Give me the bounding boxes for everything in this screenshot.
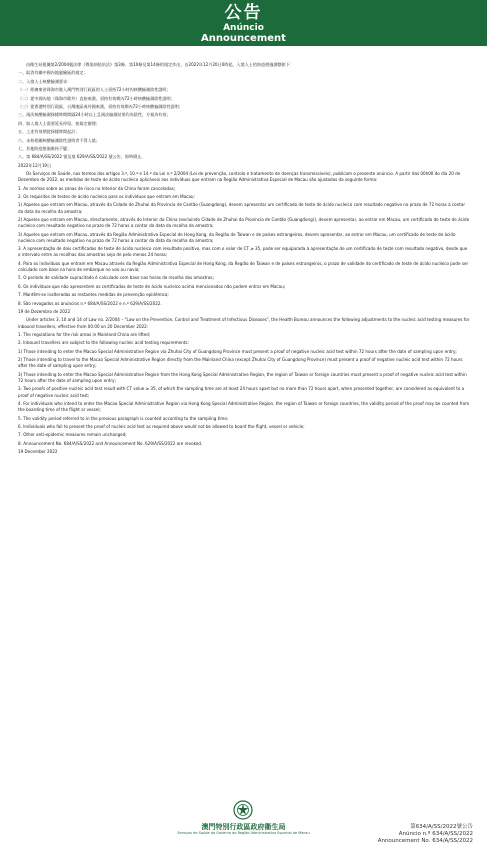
en-item: 1) Those intending to enter the Macao Special Administrative Region via Zhuhai City of Guangdong Province must present a proof of negative nucleic acid test within 72 hours after the date of sampling upon entry; <box>18 348 457 354</box>
pt-item: 1) Aqueles que entram em Macau, através da Cidade de Zhuhai da Província de Cantão (Guangdong), devem apresentar um certificado de teste de ácido nucleico com resultado negativo no prazo de 72 horas a contar da data da recolha da amostra; <box>18 202 466 214</box>
en-date: 19 December 2022 <box>18 449 58 455</box>
zh-item: （一）經廣東省珠海市進入澳門特別行政區的人士須持72小時內核酸檢測陰性證明； <box>18 87 171 93</box>
en-item: 4. For individuals who intend to enter the Macao Special Administrative Region via Hong Kong Special Administrative Region, the region of Taiwan or foreign countries, the validity period of the proof may be counted from the boarding time of the flight or vessel; <box>18 400 470 413</box>
en-item: 3) Those intending to enter the Macao Special Administrative Region from the Hong Kong Special Administrative Region, the region of Taiwan or foreign countries must present a proof of negative nucleic acid test within 72 hours after the date of sampling upon entry; <box>18 371 467 383</box>
pt-item: 4. Para os indivíduos que entram em Macau através da Região Administrativa Especial de Hong Kong, da Região de Taiwan e de países estrangeiros, o prazo de validade do certificado de teste de ácido nucleico pode ser calculado com base na hora de embarque no voo ou navio; <box>18 260 469 273</box>
title-zh: 公告 <box>224 3 263 23</box>
zh-item: （三）從香港特別行政區、台灣地區或外國來澳，須持有效期內72小時核酸檢測陰性證明； <box>18 103 183 109</box>
en-item: 7. Other anti-epidemic measures remain unchanged; <box>18 432 127 438</box>
zh-item: 一、取消有關中國內地風險區的規定； <box>18 70 88 76</box>
section-zh <box>18 62 471 169</box>
en-item: 3. Two proofs of positive nucleic acid test result with CT value ≥ 35, of which the sampling time are at least 24 hours apart but no more than 72 hours apart, when presented together, are considered as equivalent to a proof of negative nucleic acid test; <box>18 386 465 398</box>
footer <box>0 800 487 852</box>
en-item: 5. The validity period referred to in the previous paragraph is counted according to the sampling time; <box>18 415 229 421</box>
org-name-zh: 澳門特別行政區政府衞生局 <box>201 823 286 831</box>
section-pt <box>18 171 471 315</box>
macao-health-bureau-emblem-icon <box>233 800 253 820</box>
reference-zh: 第634/A/SS/2022號公告 <box>410 824 473 830</box>
zh-item: 八、第 684/A/SS/2022 號及第 629/A/SS/2022 號公告，即時廢止。 <box>18 154 146 160</box>
en-item: 2. Inbound travellers are subject to the following nucleic acid testing requirements: <box>18 340 189 346</box>
zh-item: （二）從中國內地（珠海市除外）直接來澳，須持有效期內72小時核酸檢測陰性證明； <box>18 95 175 101</box>
title-en: Announcement <box>201 33 286 44</box>
en-item: 6. Individuals who fail to present the proof of nucleic acid test as required above would not be allowed to board the flight, vessel or vehicle; <box>18 423 305 429</box>
zh-item: 四、如入境人士需要延長停留，按規定辦理； <box>18 120 100 126</box>
en-item: 8. Announcement No. 684/A/SS/2022 and Announcement No. 629/A/SS/2022 are revoked. <box>18 440 203 446</box>
pt-item: 1. As normas sobre as zonas de risco no Interior da China foram canceladas; <box>18 185 176 191</box>
zh-item: 五、上述有效期從採樣時間起計； <box>18 129 80 135</box>
pt-date: 19 de Dezembro de 2022 <box>18 308 71 314</box>
announcement-header <box>0 0 487 46</box>
reference-pt: Anúncio n.º 634/A/SS/2022 <box>398 831 473 837</box>
zh-item: 三、兩次核酸檢測採樣時間間隔24小時以上且兩次檢測結果均為陰性，方視為有效； <box>18 112 171 118</box>
section-en <box>18 317 471 455</box>
zh-item: 七、其他防疫措施維持不變； <box>18 145 72 151</box>
announcement-body <box>18 62 471 457</box>
announcement-reference <box>378 824 473 845</box>
reference-en: Announcement No. 634/A/SS/2022 <box>377 838 473 844</box>
en-item: 1. The regulations for the risk areas in Mainland China are lifted; <box>18 331 151 337</box>
pt-intro: Os Serviços de Saúde, nos termos dos artigos 3.º, 10.º e 14.º da Lei n.º 2/2004 (Lei de prevenção, controlo e tratamento de doenças transmissíveis), publicam o presente anúncio. A partir das 00h00 do dia 20 de Dezembro de 2022, as medidas de teste de ácido nucleico aplicáveis aos indivíduos que entram na Região Administrativa Especial de Macau são ajustadas da seguinte forma: <box>18 171 461 183</box>
title-pt: Anúncio <box>223 23 264 33</box>
pt-item: 3) Aqueles que entram em Macau, através da Região Administrativa Especial de Hong Kong, da Região de Taiwan e de países estrangeiros, devem apresentar, ao entrar em Macau, um certificado de teste de ácido nucleico com resultado negativo no prazo de 72 horas a contar da data da recolha da amostra; <box>18 231 456 243</box>
zh-date: 2022年12月19日 <box>18 162 52 168</box>
en-intro: Under articles 3, 10 and 14 of Law no. 2/2004 – "Law on the Prevention, Control and Treatment of Infectious Diseases", the Health Bureau announces the following adjustments to the nucleic acid testing measures for inbound travellers, effective from 00:00 on 20 December 2022: <box>18 317 470 329</box>
pt-item: 6. Os indivíduos que não apresentem os certificados de teste de ácido nucleico acima mencionados não podem entrar em Macau; <box>18 283 286 289</box>
org-name-pt: Serviços de Saúde do Governo da Região Administrativa Especial de Macau <box>177 831 310 835</box>
en-item: 2) Those intending to travel to the Macao Special Administrative Region directly from the Mainland China (except Zhuhai City of Guangdong Province) must present a proof of negative nucleic acid test within 72 hours after the date of sampling upon entry; <box>18 357 463 369</box>
pt-item: 2. Os requisitos de testes de ácido nucleico para os indivíduos que entram em Macau: <box>18 194 195 200</box>
pt-item: 8. São revogados os anúncios n.º 684/A/SS/2022 e n.º 629/A/SS/2022. <box>18 300 162 306</box>
pt-item: 7. Mantêm-se inalteradas as restantes medidas de prevenção epidémica; <box>18 292 169 298</box>
zh-item: 二、入境人士核酸檢測要求： <box>18 78 72 84</box>
zh-item: 六、未持相關核酸檢測陰性證明者不得入境； <box>18 137 100 143</box>
pt-item: 2) Aqueles que entram em Macau, directamente, através do Interior da China (excluindo Cidade de Zhuhai da Província de Cantão (Guangdong)), devem apresentar, ao entrar em Macau, um certificado de teste de ácido nucleico com resultado negativo no prazo de 72 horas a contar da data da recolha da amostra; <box>18 217 470 229</box>
pt-item: 3. A apresentação de dois certificados de teste de ácido nucleico com resultado positivo, mas com o valor de CT ≥ 35, pode ser equiparada à apresentação de um certificado de teste com resultado negativo, desde que o intervalo entre as recolhas das amostras seja de pelo menos 24 horas; <box>18 246 468 258</box>
pt-item: 5. O período de validade supracitado é calculado com base nas horas de recolha das amostras; <box>18 275 214 281</box>
zh-intro: 由衞生局根據第2/2004號法律《傳染病防治法》第3條、第10條及第14條的規定作出，自2022年12月20日0時起，入境人士的防疫措施調整如下： <box>26 62 294 67</box>
